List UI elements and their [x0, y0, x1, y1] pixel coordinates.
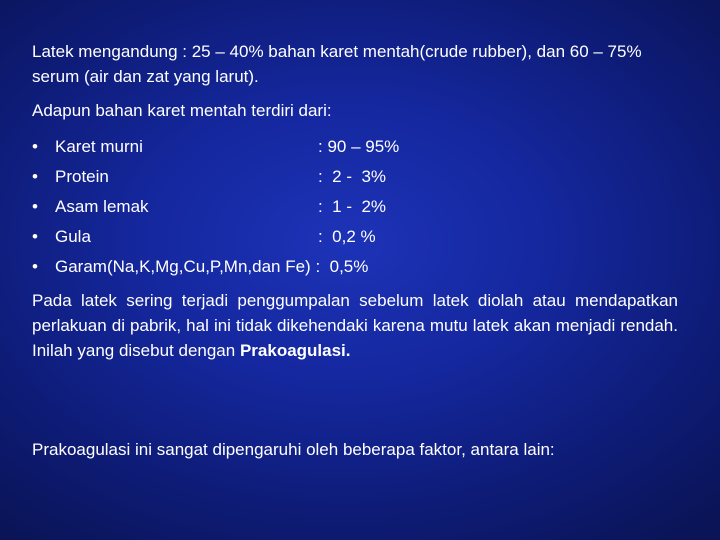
bullet: •	[32, 137, 38, 156]
component-value: : 90 – 95%	[318, 137, 400, 156]
bullet: •	[32, 227, 38, 246]
bullet: •	[32, 167, 38, 186]
coagulation-term: Prakoagulasi.	[239, 341, 351, 360]
bullet: •	[32, 257, 38, 276]
component-value: : 2 - 3%	[318, 167, 387, 186]
component-name-value: Garam(Na,K,Mg,Cu,P,Mn,dan Fe) : 0,5%	[55, 257, 369, 276]
composition-heading: Adapun bahan karet mentah terdiri dari:	[32, 101, 332, 120]
component-name: Asam lemak	[55, 197, 149, 216]
intro-paragraph: Latek mengandung : 25 – 40% bahan karet mentah(crude rubber), dan 60 – 75% serum (air dan zat yang larut).	[32, 42, 642, 86]
bullet: •	[32, 197, 38, 216]
component-name: Karet murni	[55, 137, 143, 156]
component-value: : 1 - 2%	[318, 197, 387, 216]
factors-intro: Prakoagulasi ini sangat dipengaruhi oleh beberapa faktor, antara lain:	[32, 440, 555, 459]
component-name: Protein	[55, 167, 109, 186]
component-name: Gula	[55, 227, 91, 246]
coagulation-text: Pada latek sering terjadi penggumpalan sebelum latek diolah atau mendapatkan perlakuan di pabrik, hal ini tidak dikehendaki karena mutu latek akan menjadi rendah. Inilah yang disebut dengan	[32, 291, 678, 360]
coagulation-paragraph	[32, 288, 678, 363]
component-value: : 0,2 %	[318, 227, 376, 246]
